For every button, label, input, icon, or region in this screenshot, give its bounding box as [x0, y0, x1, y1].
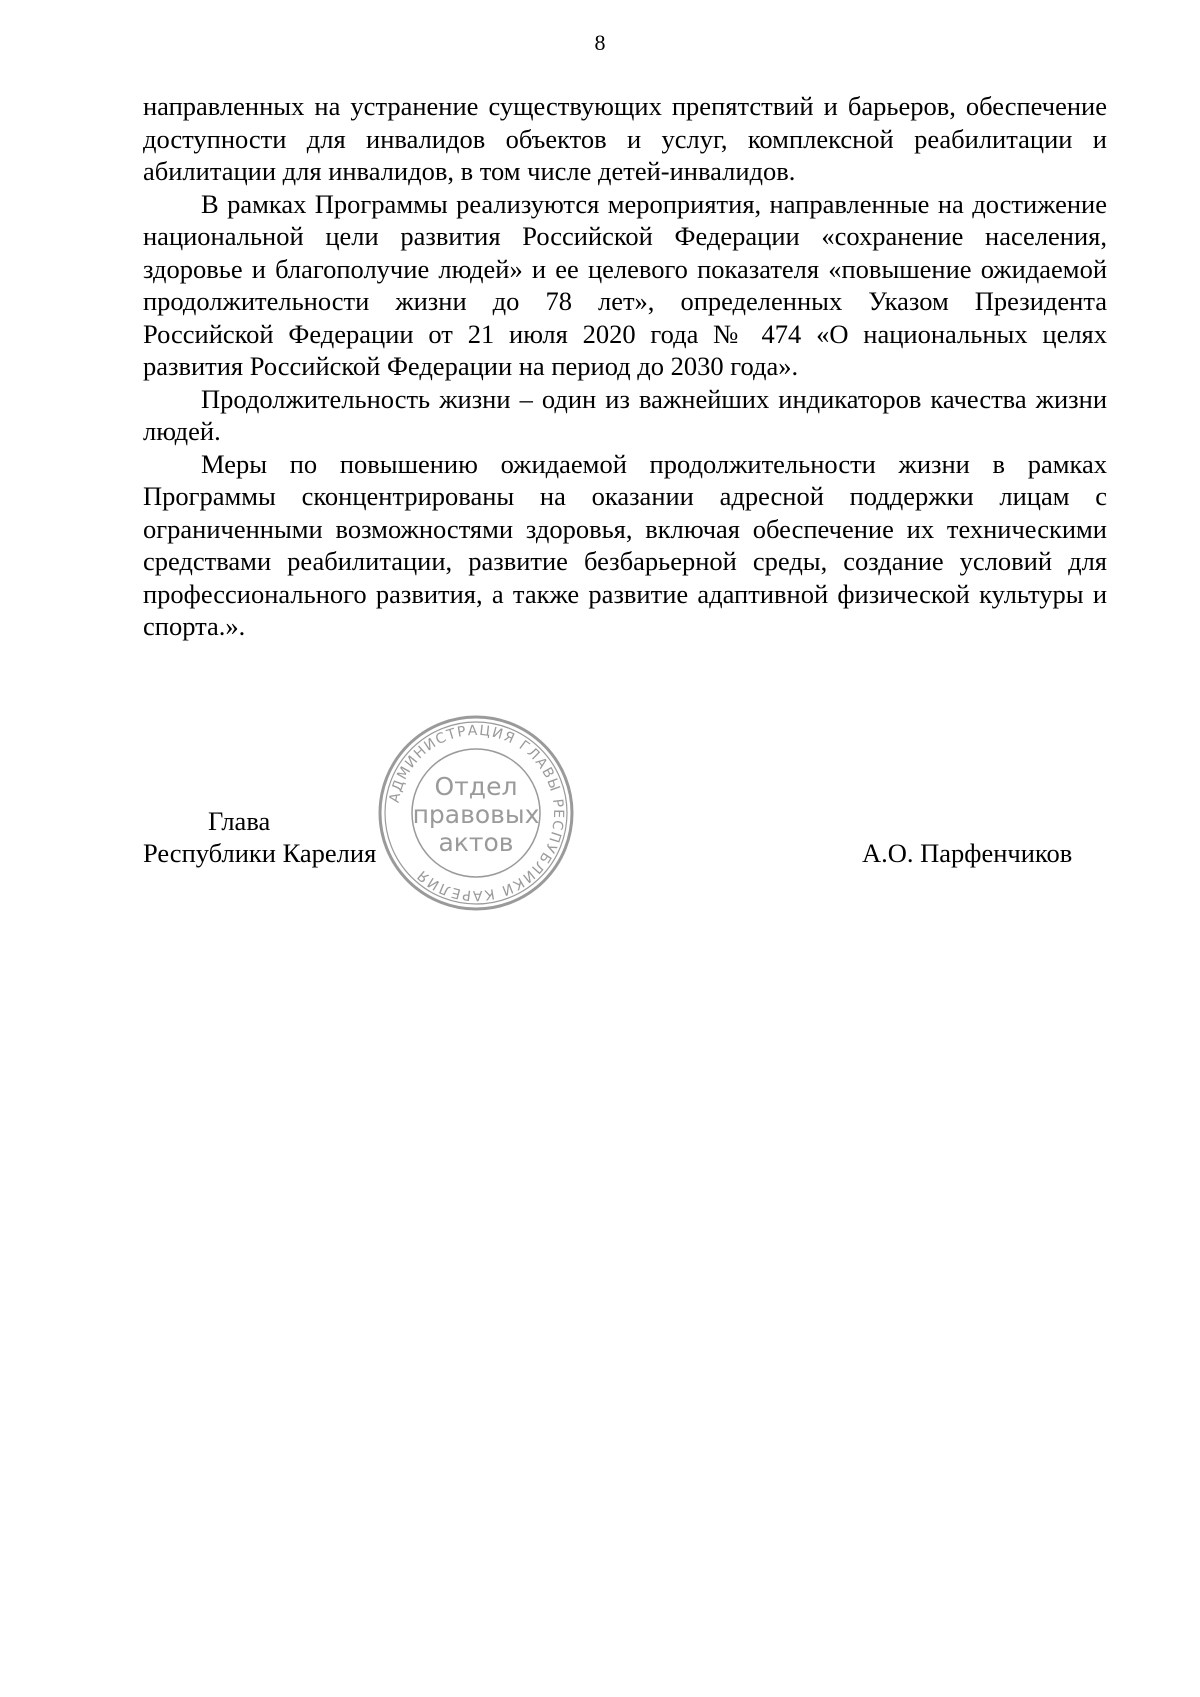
signatory-name: А.О. Парфенчиков	[862, 838, 1073, 868]
official-stamp	[376, 713, 576, 913]
signature-title: Глава	[208, 806, 271, 836]
stamp-ring-text: АДМИНИСТРАЦИЯ ГЛАВЫ РЕСПУБЛИКИ КАРЕЛИЯ	[386, 722, 567, 904]
paragraph-3: Продолжительность жизни – один из важнейших индикаторов качества жизни людей.	[143, 383, 1107, 446]
stamp-center-line-3: актов	[438, 828, 514, 857]
stamp-center-line-2: правовых	[412, 800, 540, 829]
stamp-center-line-1: Отдел	[434, 772, 518, 801]
paragraph-2: В рамках Программы реализуются мероприятия, направленные на достижение национальной цели развития Российской Федерации «сохранение населения, здоровье и благополучие людей» и ее целевого показателя «повышение ожидаемой продолжительности жизни до 78 лет», определенных Указом Президента Российской Федерации от 21 июля 2020 года № 474 «О национальных целях развития Российской Федерации на период до 2030 года».	[143, 188, 1107, 381]
signature-organization: Республики Карелия	[143, 838, 377, 868]
paragraph-4: Меры по повышению ожидаемой продолжительности жизни в рамках Программы сконцентрированы на оказании адресной поддержки лицам с ограниченными возможностями здоровья, включая обеспечение их техническими средствами реабилитации, развитие безбарьерной среды, создание условий для профессионального развития, а также развитие адаптивной физической культуры и спорта.».	[143, 448, 1107, 641]
paragraph-1: направленных на устранение существующих препятствий и барьеров, обеспечение доступности для инвалидов объектов и услуг, комплексной реабилитации и абилитации для инвалидов, в том числе детей-инвалидов.	[143, 91, 1107, 186]
page-number: 8	[594, 30, 606, 55]
body-text	[143, 90, 1107, 643]
